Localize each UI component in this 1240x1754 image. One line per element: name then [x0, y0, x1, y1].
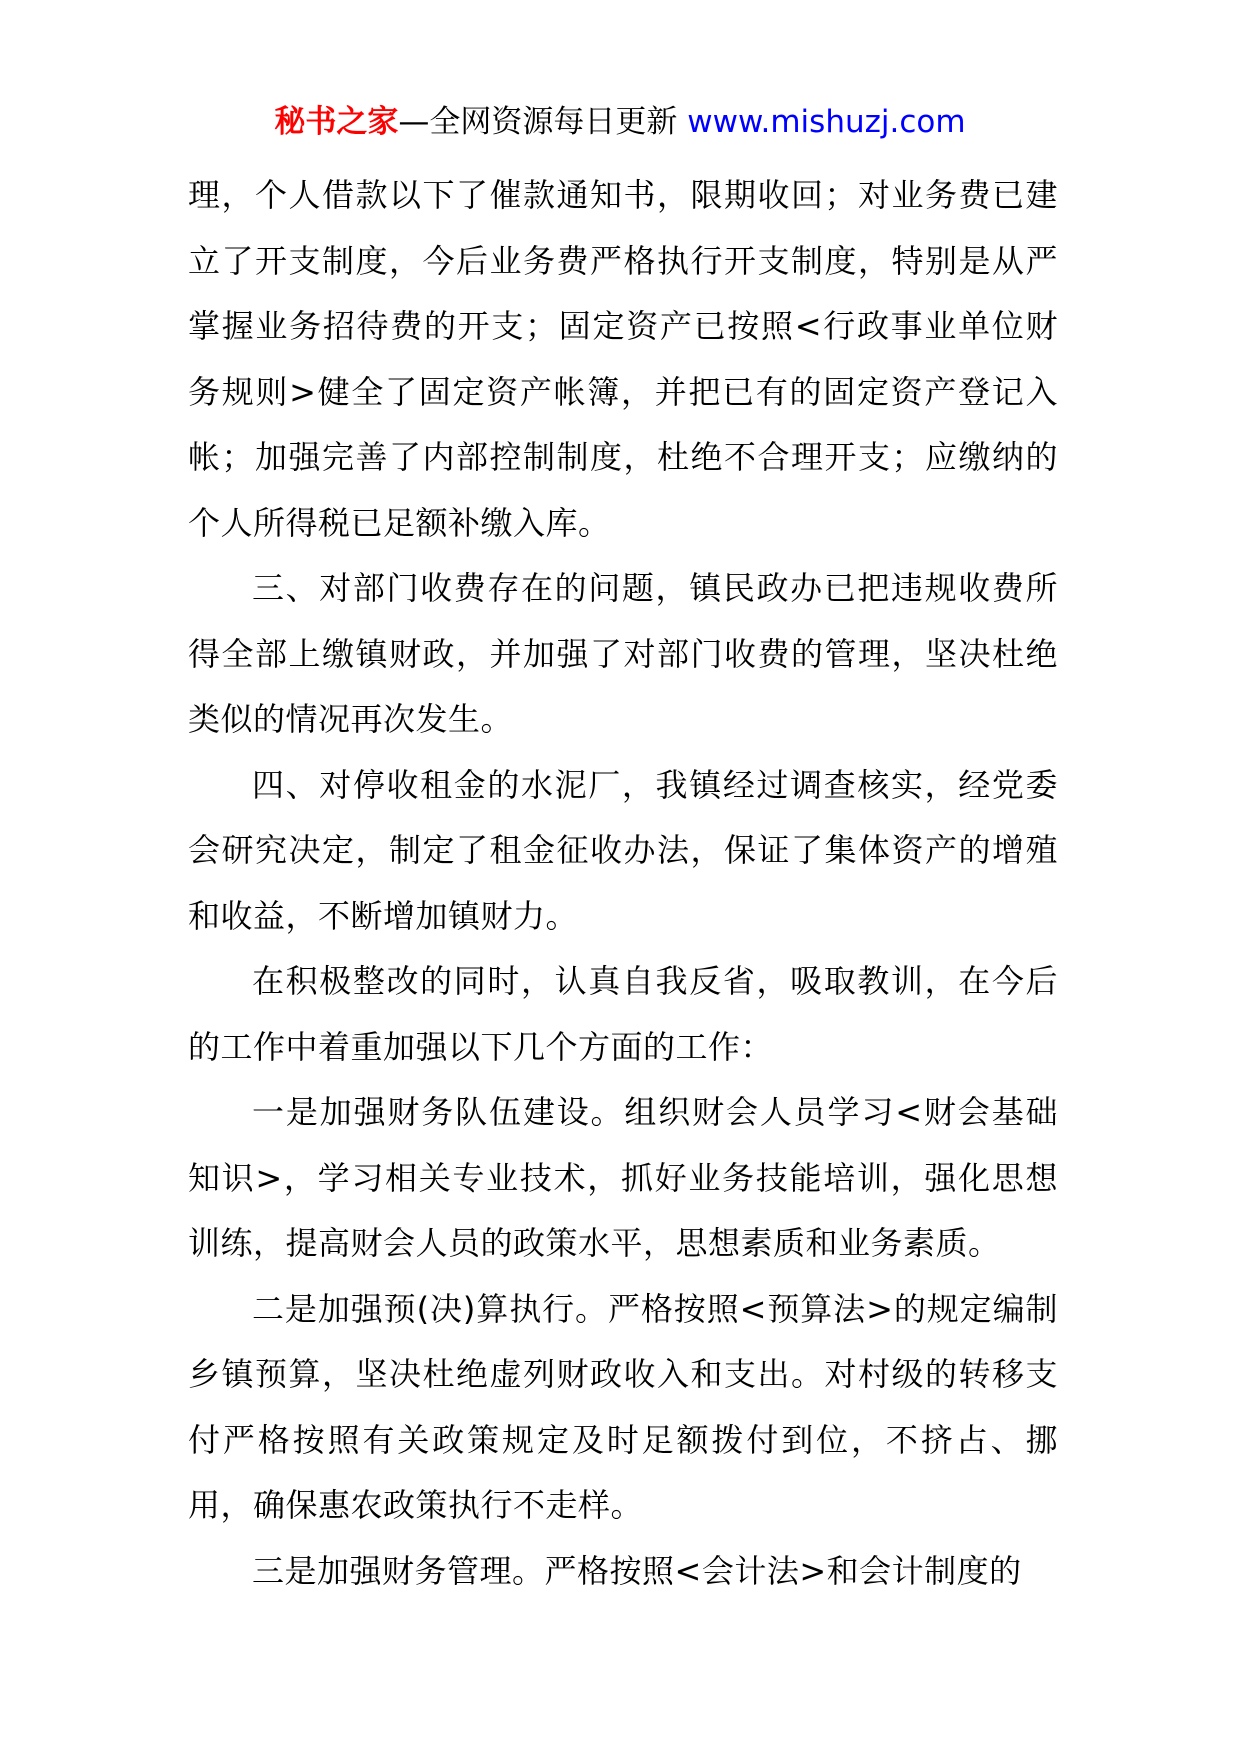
paragraph-point-two: 二是加强预(决)算执行。严格按照<预算法>的规定编制乡镇预算，坚决杜绝虚列财政收入和支出。对村级的转移支付严格按照有关政策规定及时足额拨付到位，不挤占、挪用，确保惠农政策执行不走样。 [188, 1289, 1058, 1524]
header-url-link[interactable]: www.mishuzj.com [687, 104, 966, 140]
paragraph-point-three: 三是加强财务管理。严格按照<会计法>和会计制度的 [252, 1551, 1022, 1590]
header-brand: 秘书之家 [274, 104, 399, 140]
paragraph-item-three: 三、对部门收费存在的问题，镇民政办已把违规收费所得全部上缴镇财政，并加强了对部门收费的管理，坚决杜绝类似的情况再次发生。 [188, 569, 1058, 738]
page-header [0, 100, 1240, 144]
document-body [188, 163, 1058, 1604]
paragraph-continuation: 理，个人借款以下了催款通知书，限期收回；对业务费已建立了开支制度，今后业务费严格执行开支制度，特别是从严掌握业务招待费的开支；固定资产已按照<行政事业单位财务规则>健全了固定资产帐簿，并把已有的固定资产登记入帐；加强完善了内部控制制度，杜绝不合理开支；应缴纳的个人所得税已足额补缴入库。 [188, 176, 1058, 542]
header-tagline: —全网资源每日更新 [398, 104, 688, 140]
paragraph-point-one: 一是加强财务队伍建设。组织财会人员学习<财会基础知识>，学习相关专业技术，抓好业务技能培训，强化思想训练，提高财会人员的政策水平，思想素质和业务素质。 [188, 1093, 1058, 1262]
paragraph-intro: 在积极整改的同时，认真自我反省，吸取教训，在今后的工作中着重加强以下几个方面的工作： [188, 962, 1058, 1066]
paragraph-item-four: 四、对停收租金的水泥厂，我镇经过调查核实，经党委会研究决定，制定了租金征收办法，保证了集体资产的增殖和收益，不断增加镇财力。 [188, 765, 1058, 935]
